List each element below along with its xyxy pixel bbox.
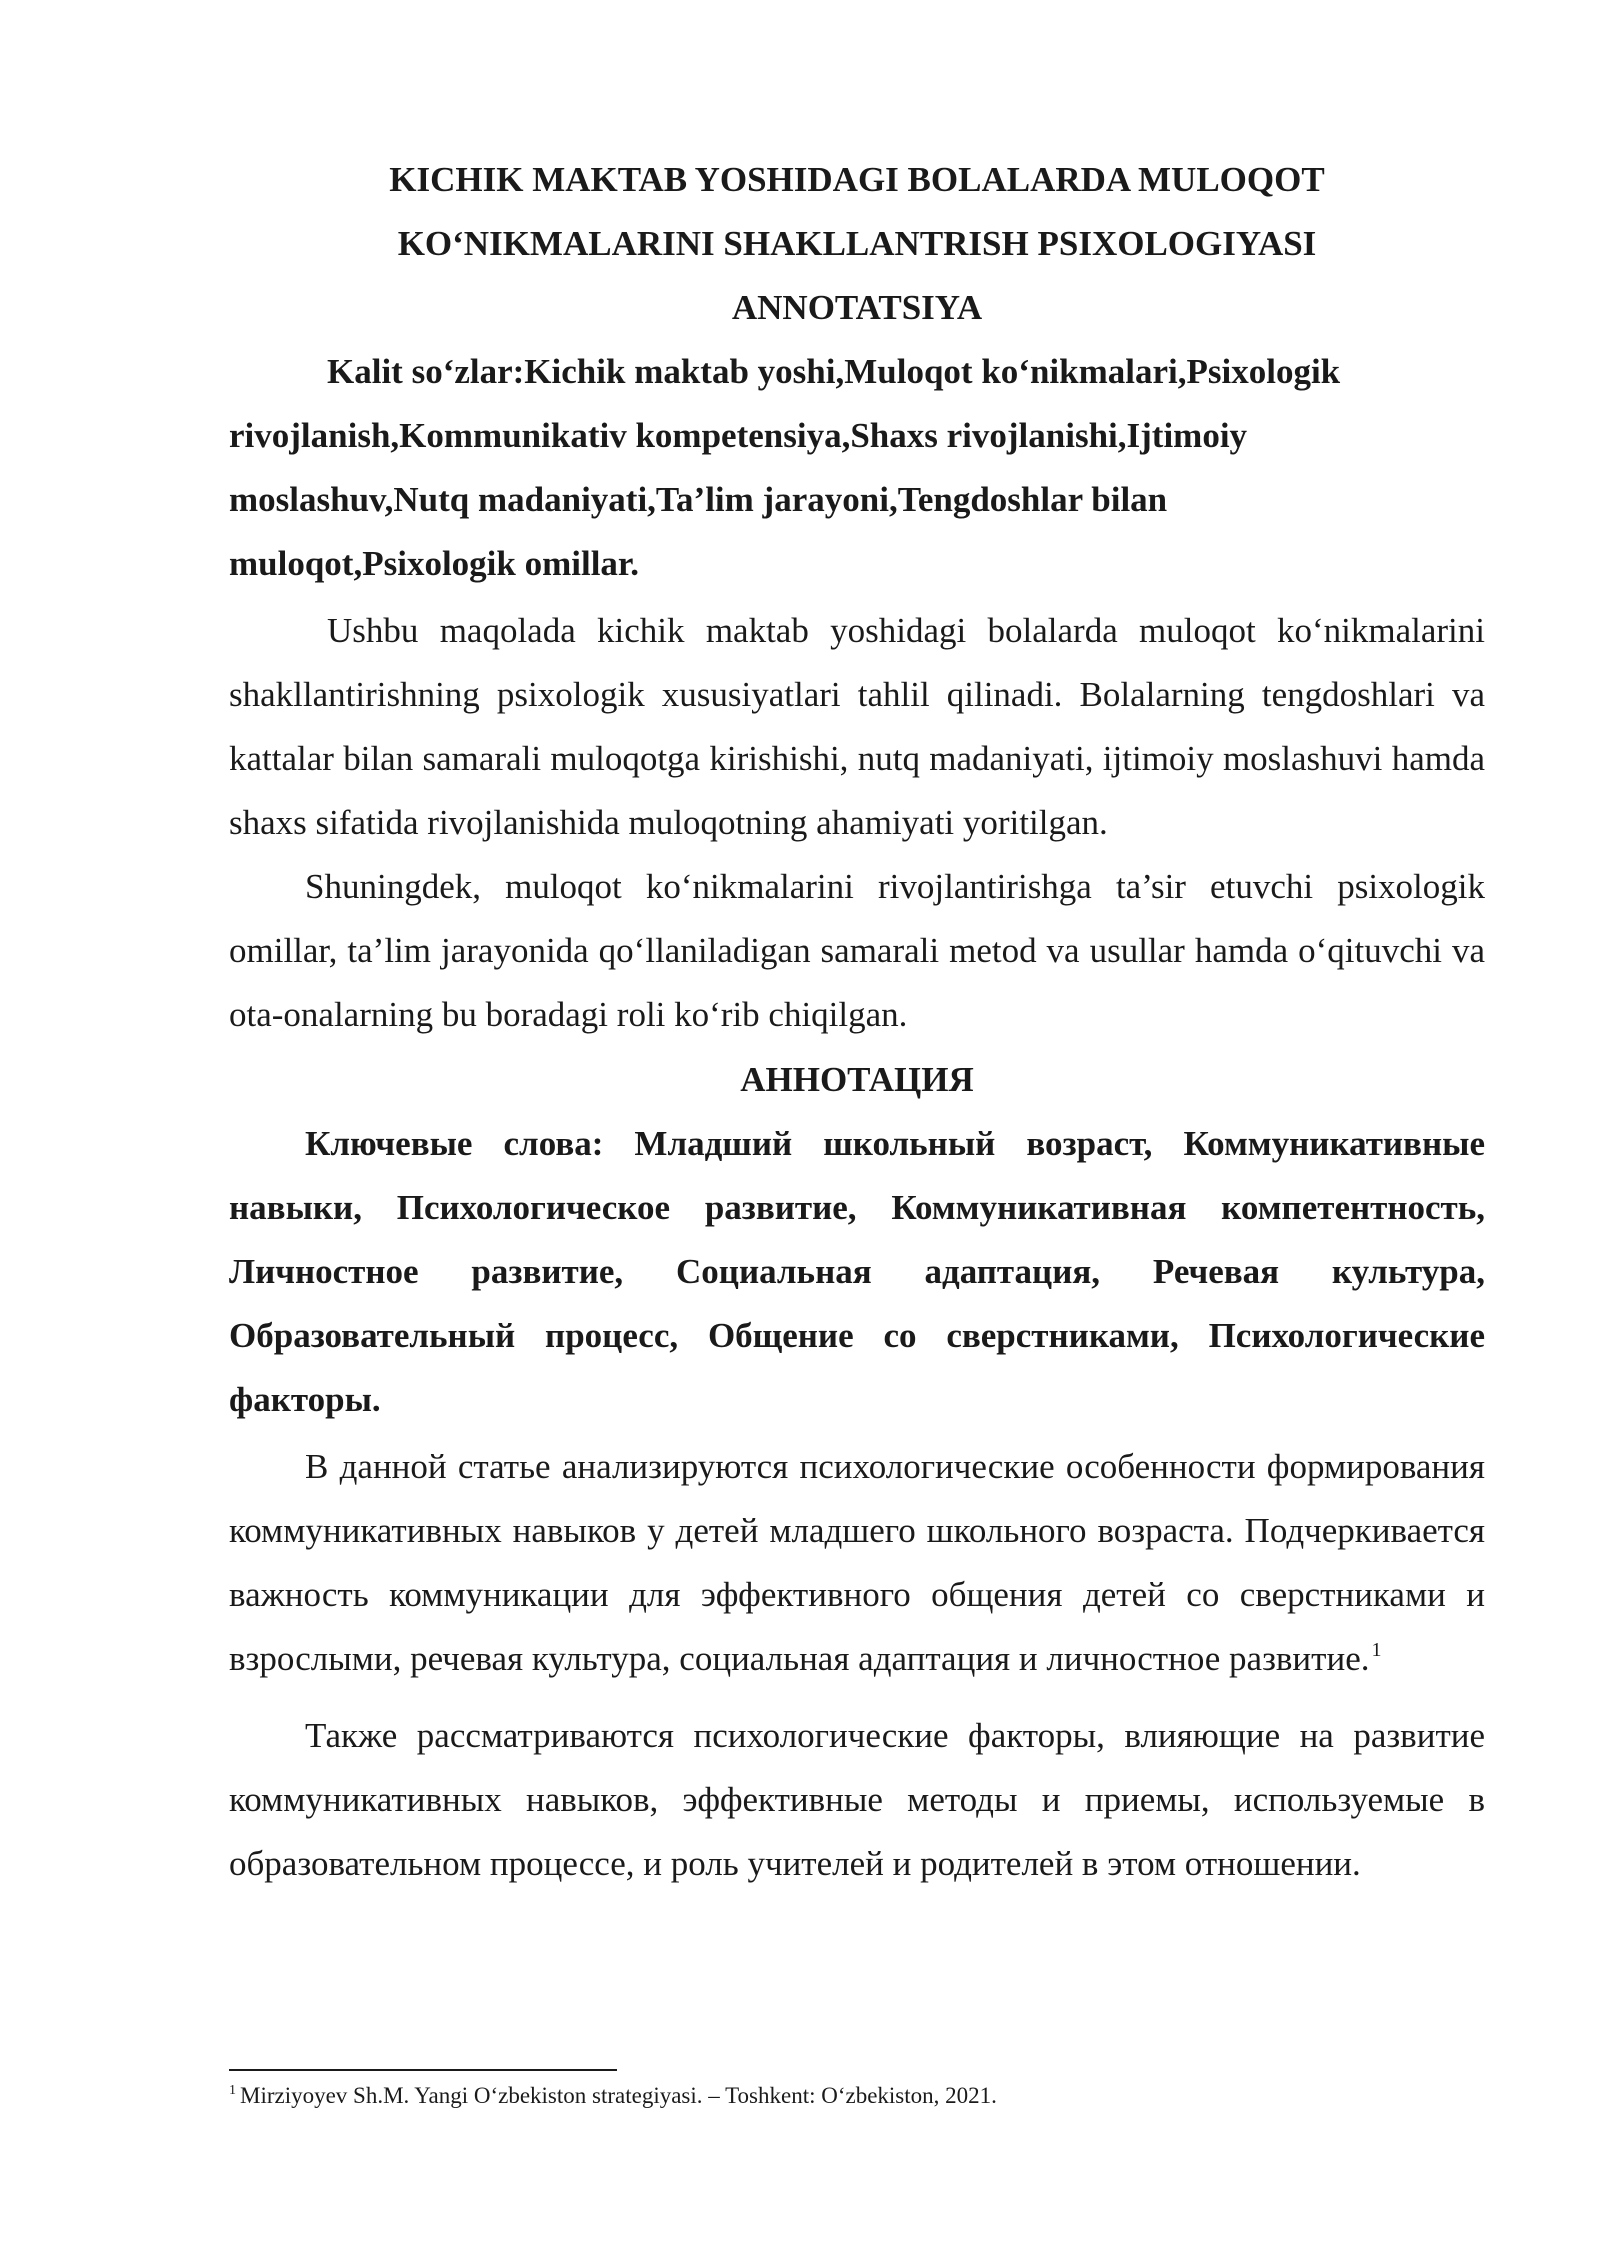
title-line-1: KICHIK MAKTAB YOSHIDAGI BOLALARDA MULOQOT <box>389 160 1325 199</box>
footnote-number: 1 <box>229 2083 236 2098</box>
uz-keywords: Kalit soʻzlar:Kichik maktab yoshi,Muloqot koʻnikmalari,Psixologik rivojlanish,Kommunikativ kompetensiya,Shaxs rivojlanishi,Ijtimoiy moslashuv,Nutq madaniyati,Ta’lim jarayoni,Tengdoshlar bilan muloqot,Psixologik omillar. <box>229 352 1341 583</box>
ru-keywords: Ключевые слова: Младший школьный возраст, Коммуникативные навыки, Психологическое развитие, Коммуникативная компетентность, Личностное развитие, Социальная адаптация, Речевая культура, Образовательный процесс, Общение со сверстниками, Психологические факторы. <box>229 1124 1485 1419</box>
document-body <box>229 148 1485 1896</box>
ru-abstract-paragraph-2: Также рассматриваются психологические факторы, влияющие на развитие коммуникативных навыков, эффективные методы и приемы, используемые в образовательном процессе, и роль учителей и родителей в этом отношении. <box>229 1716 1485 1883</box>
uz-abstract-paragraph-2: Shuningdek, muloqot koʻnikmalarini rivojlantirishga ta’sir etuvchi psixologik omillar, ta’lim jarayonida qoʻllaniladigan samarali metod va usullar hamda oʻqituvchi va ota-onalarning bu boradagi roli koʻrib chiqilgan. <box>229 867 1485 1034</box>
ru-abstract-paragraph-1-text: В данной статье анализируются психологические особенности формирования коммуникативных навыков у детей младшего школьного возраста. Подчеркивается важность коммуникации для эффективного общения детей со сверстниками и взрослыми, речевая культура, социальная адаптация и личностное развитие. <box>229 1447 1485 1678</box>
ru-abstract-paragraph-1 <box>229 1435 1485 1696</box>
title-line-3: ANNOTATSIYA <box>731 288 983 327</box>
uz-abstract-paragraph-1: Ushbu maqolada kichik maktab yoshidagi bolalarda muloqot koʻnikmalarini shakllantirishning psixologik xususiyatlari tahlil qilinadi. Bolalarning tengdoshlari va kattalar bilan samarali muloqotga kirishishi, nutq madaniyati, ijtimoiy moslashuvi hamda shaxs sifatida rivojlanishida muloqotning ahamiyati yoritilgan. <box>229 611 1485 842</box>
footnote <box>229 2080 1485 2116</box>
ru-annotation-heading: АННОТАЦИЯ <box>740 1060 974 1099</box>
footnote-separator <box>229 2069 617 2071</box>
footnote-text: Mirziyoyev Sh.M. Yangi Oʻzbekiston strategiyasi. – Toshkent: Oʻzbekiston, 2021. <box>240 2083 997 2108</box>
title-line-2: KOʻNIKMALARINI SHAKLLANTRISH PSIXOLOGIYASI <box>397 224 1317 263</box>
footnote-reference[interactable]: 1 <box>1371 1639 1382 1661</box>
article-title <box>229 148 1485 340</box>
